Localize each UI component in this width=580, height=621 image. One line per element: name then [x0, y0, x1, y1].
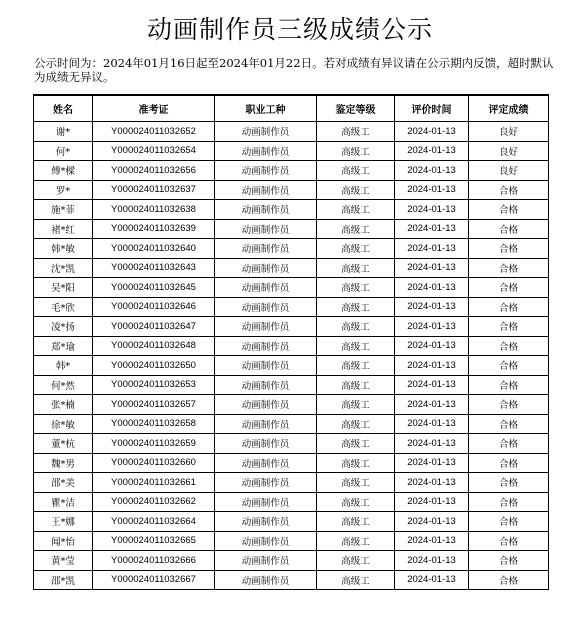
cell-result: 合格	[469, 395, 549, 415]
cell-result: 良好	[469, 161, 549, 181]
cell-name: 闻*怡	[34, 531, 93, 551]
cell-name: 张*楠	[34, 395, 93, 415]
cell-eval-date: 2024-01-13	[395, 453, 469, 473]
cell-ticket-number: Y000024011032664	[93, 512, 215, 532]
cell-level: 高级工	[317, 395, 395, 415]
cell-eval-date: 2024-01-13	[395, 551, 469, 571]
cell-result: 良好	[469, 141, 549, 161]
cell-eval-date: 2024-01-13	[395, 336, 469, 356]
cell-occupation: 动画制作员	[215, 161, 317, 181]
cell-result: 合格	[469, 414, 549, 434]
cell-level: 高级工	[317, 453, 395, 473]
cell-result: 合格	[469, 278, 549, 298]
cell-occupation: 动画制作员	[215, 317, 317, 337]
cell-eval-date: 2024-01-13	[395, 219, 469, 239]
cell-ticket-number: Y000024011032658	[93, 414, 215, 434]
cell-eval-date: 2024-01-13	[395, 492, 469, 512]
table-row	[34, 570, 549, 590]
cell-level: 高级工	[317, 512, 395, 532]
table-row	[34, 551, 549, 571]
cell-name: 韩*敏	[34, 239, 93, 259]
cell-result: 良好	[469, 122, 549, 142]
results-table	[33, 94, 549, 590]
cell-level: 高级工	[317, 336, 395, 356]
table-row	[34, 278, 549, 298]
cell-occupation: 动画制作员	[215, 551, 317, 571]
cell-result: 合格	[469, 200, 549, 220]
cell-result: 合格	[469, 336, 549, 356]
cell-result: 合格	[469, 473, 549, 493]
table-row	[34, 375, 549, 395]
cell-ticket-number: Y000024011032646	[93, 297, 215, 317]
cell-result: 合格	[469, 551, 549, 571]
cell-level: 高级工	[317, 278, 395, 298]
cell-name: 谢*	[34, 122, 93, 142]
header-occupation: 职业工种	[215, 95, 317, 122]
cell-ticket-number: Y000024011032662	[93, 492, 215, 512]
table-row	[34, 531, 549, 551]
header-level: 鉴定等级	[317, 95, 395, 122]
cell-name: 何*然	[34, 375, 93, 395]
cell-eval-date: 2024-01-13	[395, 414, 469, 434]
cell-level: 高级工	[317, 219, 395, 239]
cell-name: 沈*凯	[34, 258, 93, 278]
cell-eval-date: 2024-01-13	[395, 122, 469, 142]
cell-occupation: 动画制作员	[215, 200, 317, 220]
cell-eval-date: 2024-01-13	[395, 180, 469, 200]
cell-occupation: 动画制作员	[215, 278, 317, 298]
cell-occupation: 动画制作员	[215, 141, 317, 161]
table-header-row	[34, 95, 549, 122]
cell-occupation: 动画制作员	[215, 512, 317, 532]
cell-eval-date: 2024-01-13	[395, 473, 469, 493]
cell-ticket-number: Y000024011032637	[93, 180, 215, 200]
cell-ticket-number: Y000024011032667	[93, 570, 215, 590]
cell-ticket-number: Y000024011032656	[93, 161, 215, 181]
table-row	[34, 492, 549, 512]
cell-ticket-number: Y000024011032660	[93, 453, 215, 473]
cell-eval-date: 2024-01-13	[395, 434, 469, 454]
cell-name: 王*娜	[34, 512, 93, 532]
cell-occupation: 动画制作员	[215, 336, 317, 356]
cell-name: 罗*	[34, 180, 93, 200]
cell-level: 高级工	[317, 473, 395, 493]
cell-occupation: 动画制作员	[215, 414, 317, 434]
cell-ticket-number: Y000024011032659	[93, 434, 215, 454]
cell-result: 合格	[469, 531, 549, 551]
cell-name: 吴*阳	[34, 278, 93, 298]
cell-occupation: 动画制作员	[215, 219, 317, 239]
table-row	[34, 453, 549, 473]
cell-ticket-number: Y000024011032657	[93, 395, 215, 415]
cell-eval-date: 2024-01-13	[395, 258, 469, 278]
cell-level: 高级工	[317, 161, 395, 181]
table-row	[34, 219, 549, 239]
cell-ticket-number: Y000024011032650	[93, 356, 215, 376]
cell-name: 施*菲	[34, 200, 93, 220]
table-row	[34, 141, 549, 161]
cell-ticket-number: Y000024011032652	[93, 122, 215, 142]
cell-eval-date: 2024-01-13	[395, 317, 469, 337]
table-row	[34, 336, 549, 356]
cell-level: 高级工	[317, 414, 395, 434]
header-eval-date: 评价时间	[395, 95, 469, 122]
cell-ticket-number: Y000024011032643	[93, 258, 215, 278]
cell-eval-date: 2024-01-13	[395, 356, 469, 376]
cell-name: 韩*	[34, 356, 93, 376]
cell-ticket-number: Y000024011032653	[93, 375, 215, 395]
cell-name: 瞿*洁	[34, 492, 93, 512]
header-ticket-number: 准考证	[93, 95, 215, 122]
cell-occupation: 动画制作员	[215, 180, 317, 200]
table-row	[34, 297, 549, 317]
table-row	[34, 258, 549, 278]
cell-name: 褚*红	[34, 219, 93, 239]
cell-eval-date: 2024-01-13	[395, 297, 469, 317]
cell-name: 毛*欣	[34, 297, 93, 317]
cell-eval-date: 2024-01-13	[395, 278, 469, 298]
cell-name: 魏*男	[34, 453, 93, 473]
cell-result: 合格	[469, 375, 549, 395]
cell-ticket-number: Y000024011032638	[93, 200, 215, 220]
cell-result: 合格	[469, 492, 549, 512]
table-row	[34, 414, 549, 434]
cell-ticket-number: Y000024011032654	[93, 141, 215, 161]
header-name: 姓名	[34, 95, 93, 122]
cell-occupation: 动画制作员	[215, 122, 317, 142]
cell-result: 合格	[469, 317, 549, 337]
cell-ticket-number: Y000024011032645	[93, 278, 215, 298]
cell-level: 高级工	[317, 200, 395, 220]
cell-level: 高级工	[317, 434, 395, 454]
cell-name: 傅*樑	[34, 161, 93, 181]
table-row	[34, 200, 549, 220]
cell-level: 高级工	[317, 258, 395, 278]
cell-ticket-number: Y000024011032639	[93, 219, 215, 239]
table-row	[34, 473, 549, 493]
cell-level: 高级工	[317, 239, 395, 259]
table-row	[34, 239, 549, 259]
cell-level: 高级工	[317, 375, 395, 395]
cell-eval-date: 2024-01-13	[395, 512, 469, 532]
cell-level: 高级工	[317, 356, 395, 376]
notice-text: 公示时间为：2024年01月16日起至2024年01月22日。若对成绩有异议请在公示期内反馈，超时默认为成绩无异议。	[34, 56, 554, 84]
cell-occupation: 动画制作员	[215, 375, 317, 395]
header-result: 评定成绩	[469, 95, 549, 122]
cell-ticket-number: Y000024011032666	[93, 551, 215, 571]
table-row	[34, 317, 549, 337]
cell-level: 高级工	[317, 297, 395, 317]
cell-result: 合格	[469, 570, 549, 590]
cell-eval-date: 2024-01-13	[395, 200, 469, 220]
cell-level: 高级工	[317, 570, 395, 590]
table-row	[34, 122, 549, 142]
cell-ticket-number: Y000024011032665	[93, 531, 215, 551]
page-title: 动画制作员三级成绩公示	[146, 15, 433, 44]
cell-eval-date: 2024-01-13	[395, 570, 469, 590]
table-row	[34, 395, 549, 415]
cell-occupation: 动画制作员	[215, 453, 317, 473]
cell-occupation: 动画制作员	[215, 395, 317, 415]
table-row	[34, 434, 549, 454]
cell-eval-date: 2024-01-13	[395, 531, 469, 551]
cell-occupation: 动画制作员	[215, 531, 317, 551]
cell-occupation: 动画制作员	[215, 434, 317, 454]
cell-result: 合格	[469, 180, 549, 200]
table-row	[34, 356, 549, 376]
cell-level: 高级工	[317, 122, 395, 142]
cell-level: 高级工	[317, 317, 395, 337]
cell-occupation: 动画制作员	[215, 473, 317, 493]
cell-name: 郑*瑜	[34, 336, 93, 356]
cell-name: 邵*美	[34, 473, 93, 493]
cell-result: 合格	[469, 434, 549, 454]
cell-result: 合格	[469, 356, 549, 376]
cell-name: 董*杭	[34, 434, 93, 454]
cell-eval-date: 2024-01-13	[395, 161, 469, 181]
cell-occupation: 动画制作员	[215, 239, 317, 259]
cell-level: 高级工	[317, 180, 395, 200]
cell-name: 何*	[34, 141, 93, 161]
cell-name: 黄*莹	[34, 551, 93, 571]
cell-result: 合格	[469, 219, 549, 239]
cell-result: 合格	[469, 258, 549, 278]
cell-occupation: 动画制作员	[215, 356, 317, 376]
cell-result: 合格	[469, 453, 549, 473]
cell-ticket-number: Y000024011032648	[93, 336, 215, 356]
cell-occupation: 动画制作员	[215, 297, 317, 317]
cell-ticket-number: Y000024011032640	[93, 239, 215, 259]
cell-level: 高级工	[317, 492, 395, 512]
cell-eval-date: 2024-01-13	[395, 395, 469, 415]
cell-level: 高级工	[317, 551, 395, 571]
cell-occupation: 动画制作员	[215, 570, 317, 590]
table-row	[34, 512, 549, 532]
cell-name: 凌*扬	[34, 317, 93, 337]
cell-level: 高级工	[317, 141, 395, 161]
cell-ticket-number: Y000024011032661	[93, 473, 215, 493]
cell-eval-date: 2024-01-13	[395, 239, 469, 259]
cell-result: 合格	[469, 512, 549, 532]
cell-occupation: 动画制作员	[215, 258, 317, 278]
cell-eval-date: 2024-01-13	[395, 141, 469, 161]
cell-eval-date: 2024-01-13	[395, 375, 469, 395]
cell-result: 合格	[469, 239, 549, 259]
cell-level: 高级工	[317, 531, 395, 551]
table-row	[34, 180, 549, 200]
table-row	[34, 161, 549, 181]
cell-name: 邵*凯	[34, 570, 93, 590]
cell-result: 合格	[469, 297, 549, 317]
cell-ticket-number: Y000024011032647	[93, 317, 215, 337]
cell-occupation: 动画制作员	[215, 492, 317, 512]
cell-name: 徐*敏	[34, 414, 93, 434]
